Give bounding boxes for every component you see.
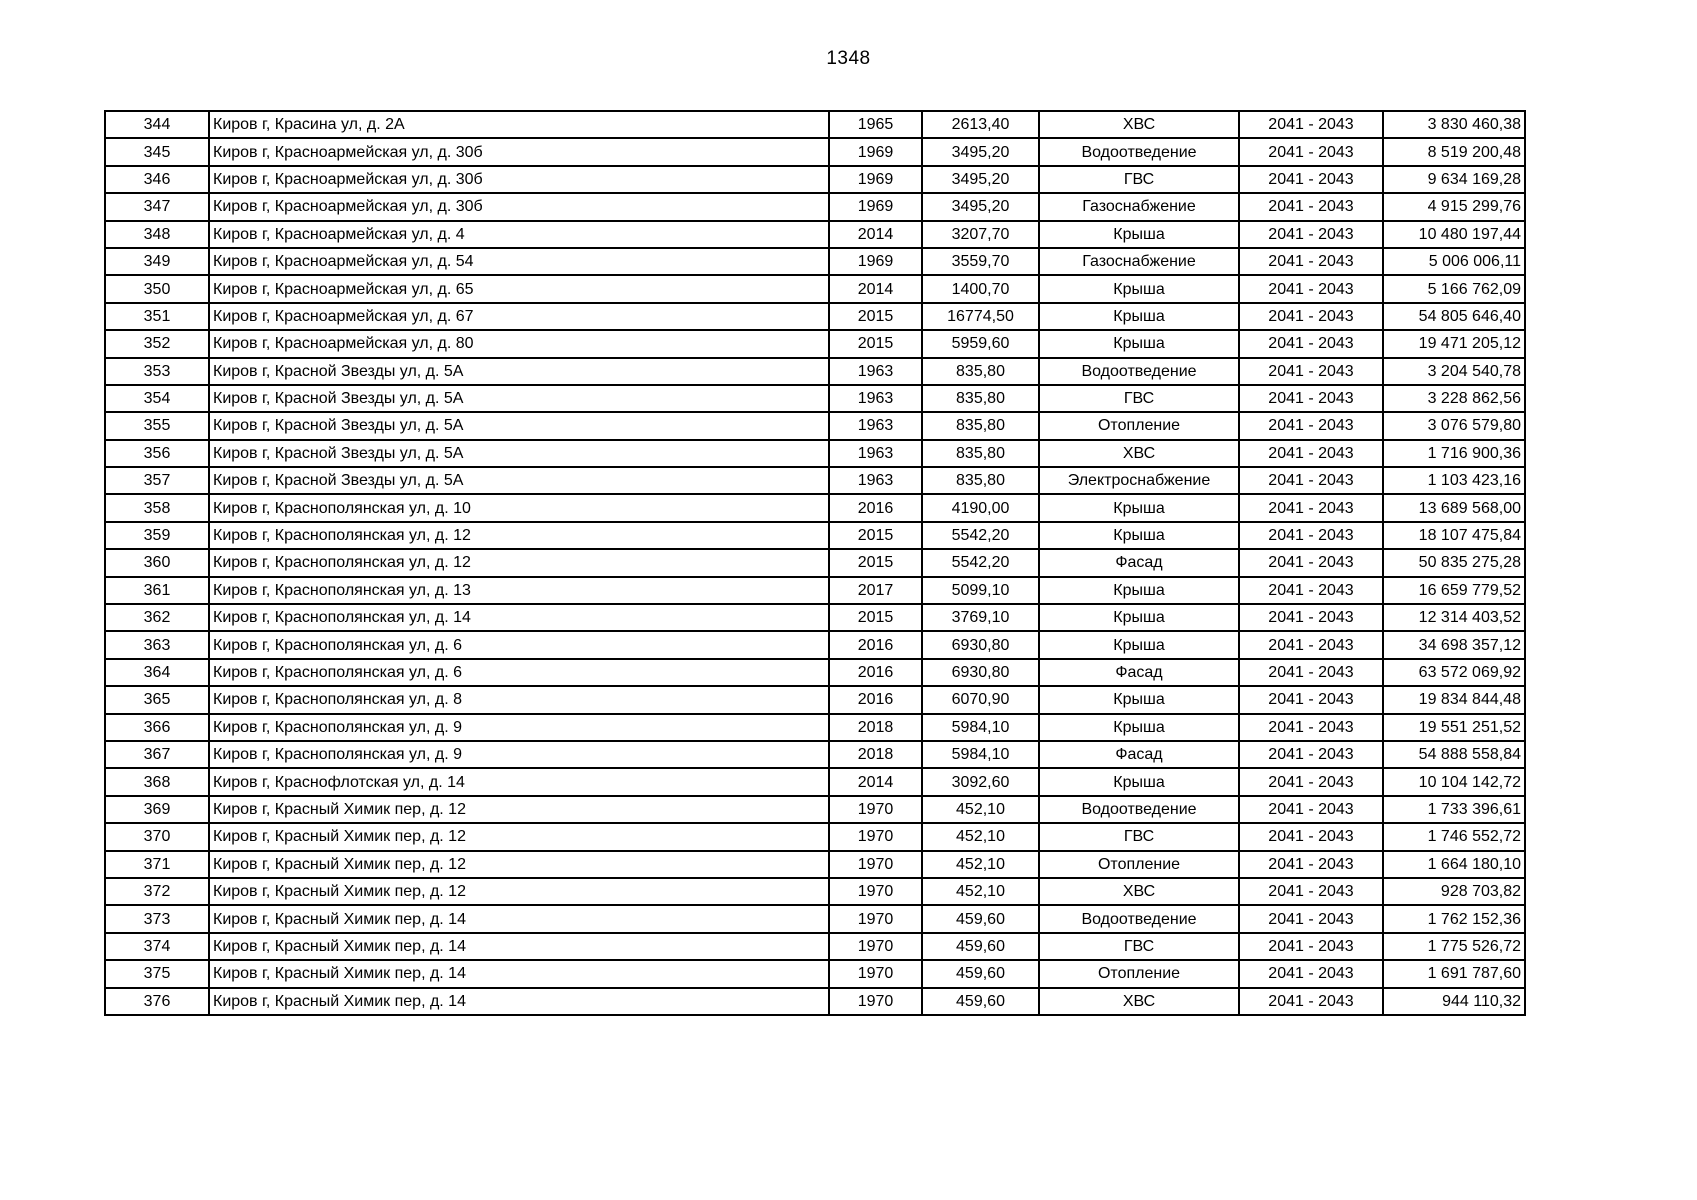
period-cell: 2041 - 2043 (1239, 440, 1383, 467)
row-number-cell: 347 (105, 193, 209, 220)
work-type-cell: Водоотведение (1039, 905, 1239, 932)
work-type-cell: Крыша (1039, 577, 1239, 604)
work-type-cell: ХВС (1039, 988, 1239, 1015)
area-cell: 835,80 (922, 385, 1039, 412)
work-type-cell: Водоотведение (1039, 796, 1239, 823)
table-row (105, 933, 1525, 960)
address-cell: Киров г, Краснополянская ул, д. 10 (209, 494, 829, 521)
area-cell: 16774,50 (922, 303, 1039, 330)
build-year-cell: 2015 (829, 522, 922, 549)
build-year-cell: 2016 (829, 659, 922, 686)
cost-cell: 3 830 460,38 (1383, 111, 1525, 138)
row-number-cell: 364 (105, 659, 209, 686)
cost-cell: 16 659 779,52 (1383, 577, 1525, 604)
table-row (105, 303, 1525, 330)
address-cell: Киров г, Красный Химик пер, д. 12 (209, 796, 829, 823)
row-number-cell: 367 (105, 741, 209, 768)
build-year-cell: 2015 (829, 549, 922, 576)
address-cell: Киров г, Красноармейская ул, д. 54 (209, 248, 829, 275)
area-cell: 1400,70 (922, 275, 1039, 302)
address-cell: Киров г, Красноармейская ул, д. 4 (209, 221, 829, 248)
work-type-cell: ГВС (1039, 933, 1239, 960)
period-cell: 2041 - 2043 (1239, 796, 1383, 823)
cost-cell: 54 888 558,84 (1383, 741, 1525, 768)
area-cell: 4190,00 (922, 494, 1039, 521)
address-cell: Киров г, Краснополянская ул, д. 13 (209, 577, 829, 604)
period-cell: 2041 - 2043 (1239, 248, 1383, 275)
table-row (105, 768, 1525, 795)
build-year-cell: 1970 (829, 988, 922, 1015)
work-type-cell: Газоснабжение (1039, 248, 1239, 275)
area-cell: 835,80 (922, 467, 1039, 494)
row-number-cell: 362 (105, 604, 209, 631)
address-cell: Киров г, Красной Звезды ул, д. 5А (209, 467, 829, 494)
row-number-cell: 361 (105, 577, 209, 604)
table-row (105, 467, 1525, 494)
work-type-cell: Крыша (1039, 604, 1239, 631)
work-type-cell: Крыша (1039, 275, 1239, 302)
period-cell: 2041 - 2043 (1239, 768, 1383, 795)
area-cell: 835,80 (922, 440, 1039, 467)
work-type-cell: Крыша (1039, 768, 1239, 795)
period-cell: 2041 - 2043 (1239, 467, 1383, 494)
table-row (105, 960, 1525, 987)
work-type-cell: Фасад (1039, 741, 1239, 768)
period-cell: 2041 - 2043 (1239, 741, 1383, 768)
build-year-cell: 2015 (829, 303, 922, 330)
row-number-cell: 369 (105, 796, 209, 823)
address-cell: Киров г, Красноармейская ул, д. 30б (209, 193, 829, 220)
row-number-cell: 351 (105, 303, 209, 330)
row-number-cell: 366 (105, 714, 209, 741)
build-year-cell: 2015 (829, 604, 922, 631)
area-cell: 2613,40 (922, 111, 1039, 138)
repair-schedule-table (104, 110, 1526, 1016)
row-number-cell: 348 (105, 221, 209, 248)
area-cell: 3092,60 (922, 768, 1039, 795)
area-cell: 3495,20 (922, 138, 1039, 165)
table-row (105, 851, 1525, 878)
area-cell: 5542,20 (922, 522, 1039, 549)
address-cell: Киров г, Краснополянская ул, д. 9 (209, 714, 829, 741)
area-cell: 459,60 (922, 905, 1039, 932)
cost-cell: 10 480 197,44 (1383, 221, 1525, 248)
area-cell: 5984,10 (922, 741, 1039, 768)
cost-cell: 1 716 900,36 (1383, 440, 1525, 467)
table-row (105, 330, 1525, 357)
work-type-cell: ГВС (1039, 166, 1239, 193)
table-row (105, 412, 1525, 439)
table-row (105, 138, 1525, 165)
cost-cell: 1 746 552,72 (1383, 823, 1525, 850)
work-type-cell: Крыша (1039, 714, 1239, 741)
build-year-cell: 1963 (829, 440, 922, 467)
address-cell: Киров г, Красный Химик пер, д. 14 (209, 988, 829, 1015)
row-number-cell: 375 (105, 960, 209, 987)
table-row (105, 905, 1525, 932)
table-row (105, 741, 1525, 768)
cost-cell: 1 103 423,16 (1383, 467, 1525, 494)
cost-cell: 19 551 251,52 (1383, 714, 1525, 741)
table-row (105, 878, 1525, 905)
cost-cell: 1 691 787,60 (1383, 960, 1525, 987)
work-type-cell: Газоснабжение (1039, 193, 1239, 220)
period-cell: 2041 - 2043 (1239, 823, 1383, 850)
cost-cell: 12 314 403,52 (1383, 604, 1525, 631)
work-type-cell: Фасад (1039, 549, 1239, 576)
area-cell: 5542,20 (922, 549, 1039, 576)
build-year-cell: 2014 (829, 768, 922, 795)
period-cell: 2041 - 2043 (1239, 193, 1383, 220)
area-cell: 3559,70 (922, 248, 1039, 275)
table-row (105, 385, 1525, 412)
build-year-cell: 2018 (829, 714, 922, 741)
table-row (105, 577, 1525, 604)
work-type-cell: ХВС (1039, 111, 1239, 138)
address-cell: Киров г, Красной Звезды ул, д. 5А (209, 358, 829, 385)
row-number-cell: 371 (105, 851, 209, 878)
work-type-cell: Фасад (1039, 659, 1239, 686)
address-cell: Киров г, Краснополянская ул, д. 8 (209, 686, 829, 713)
area-cell: 3495,20 (922, 166, 1039, 193)
row-number-cell: 370 (105, 823, 209, 850)
cost-cell: 50 835 275,28 (1383, 549, 1525, 576)
cost-cell: 3 228 862,56 (1383, 385, 1525, 412)
row-number-cell: 372 (105, 878, 209, 905)
period-cell: 2041 - 2043 (1239, 878, 1383, 905)
address-cell: Киров г, Красной Звезды ул, д. 5А (209, 440, 829, 467)
cost-cell: 944 110,32 (1383, 988, 1525, 1015)
address-cell: Киров г, Краснополянская ул, д. 9 (209, 741, 829, 768)
row-number-cell: 357 (105, 467, 209, 494)
row-number-cell: 360 (105, 549, 209, 576)
area-cell: 3769,10 (922, 604, 1039, 631)
row-number-cell: 358 (105, 494, 209, 521)
address-cell: Киров г, Красноармейская ул, д. 67 (209, 303, 829, 330)
work-type-cell: ХВС (1039, 878, 1239, 905)
cost-cell: 9 634 169,28 (1383, 166, 1525, 193)
work-type-cell: Отопление (1039, 960, 1239, 987)
table-row (105, 988, 1525, 1015)
area-cell: 459,60 (922, 960, 1039, 987)
build-year-cell: 2016 (829, 494, 922, 521)
period-cell: 2041 - 2043 (1239, 385, 1383, 412)
page-number: 1348 (826, 48, 871, 69)
build-year-cell: 2014 (829, 275, 922, 302)
address-cell: Киров г, Краснофлотская ул, д. 14 (209, 768, 829, 795)
row-number-cell: 363 (105, 631, 209, 658)
period-cell: 2041 - 2043 (1239, 166, 1383, 193)
row-number-cell: 352 (105, 330, 209, 357)
area-cell: 459,60 (922, 933, 1039, 960)
build-year-cell: 1970 (829, 960, 922, 987)
cost-cell: 1 775 526,72 (1383, 933, 1525, 960)
period-cell: 2041 - 2043 (1239, 494, 1383, 521)
row-number-cell: 349 (105, 248, 209, 275)
area-cell: 5099,10 (922, 577, 1039, 604)
period-cell: 2041 - 2043 (1239, 604, 1383, 631)
period-cell: 2041 - 2043 (1239, 358, 1383, 385)
cost-cell: 5 166 762,09 (1383, 275, 1525, 302)
address-cell: Киров г, Краснополянская ул, д. 6 (209, 631, 829, 658)
address-cell: Киров г, Краснополянская ул, д. 12 (209, 549, 829, 576)
area-cell: 3495,20 (922, 193, 1039, 220)
address-cell: Киров г, Красноармейская ул, д. 80 (209, 330, 829, 357)
build-year-cell: 1970 (829, 878, 922, 905)
period-cell: 2041 - 2043 (1239, 933, 1383, 960)
work-type-cell: Крыша (1039, 494, 1239, 521)
work-type-cell: ХВС (1039, 440, 1239, 467)
area-cell: 452,10 (922, 796, 1039, 823)
work-type-cell: Отопление (1039, 412, 1239, 439)
build-year-cell: 1963 (829, 467, 922, 494)
address-cell: Киров г, Краснополянская ул, д. 14 (209, 604, 829, 631)
build-year-cell: 1970 (829, 823, 922, 850)
work-type-cell: Электроснабжение (1039, 467, 1239, 494)
build-year-cell: 2016 (829, 631, 922, 658)
period-cell: 2041 - 2043 (1239, 577, 1383, 604)
cost-cell: 34 698 357,12 (1383, 631, 1525, 658)
build-year-cell: 1969 (829, 193, 922, 220)
table-row (105, 686, 1525, 713)
build-year-cell: 1970 (829, 905, 922, 932)
address-cell: Киров г, Красноармейская ул, д. 65 (209, 275, 829, 302)
area-cell: 452,10 (922, 878, 1039, 905)
address-cell: Киров г, Красный Химик пер, д. 12 (209, 878, 829, 905)
area-cell: 5984,10 (922, 714, 1039, 741)
work-type-cell: Крыша (1039, 522, 1239, 549)
area-cell: 5959,60 (922, 330, 1039, 357)
work-type-cell: Крыша (1039, 221, 1239, 248)
table-row (105, 275, 1525, 302)
area-cell: 835,80 (922, 358, 1039, 385)
period-cell: 2041 - 2043 (1239, 330, 1383, 357)
cost-cell: 8 519 200,48 (1383, 138, 1525, 165)
table-row (105, 358, 1525, 385)
table-row (105, 631, 1525, 658)
address-cell: Киров г, Красный Химик пер, д. 14 (209, 933, 829, 960)
build-year-cell: 1970 (829, 933, 922, 960)
build-year-cell: 1970 (829, 796, 922, 823)
work-type-cell: ГВС (1039, 385, 1239, 412)
table-row (105, 659, 1525, 686)
period-cell: 2041 - 2043 (1239, 522, 1383, 549)
address-cell: Киров г, Красноармейская ул, д. 30б (209, 138, 829, 165)
period-cell: 2041 - 2043 (1239, 714, 1383, 741)
work-type-cell: Крыша (1039, 330, 1239, 357)
cost-cell: 3 204 540,78 (1383, 358, 1525, 385)
build-year-cell: 1965 (829, 111, 922, 138)
cost-cell: 10 104 142,72 (1383, 768, 1525, 795)
row-number-cell: 376 (105, 988, 209, 1015)
cost-cell: 19 471 205,12 (1383, 330, 1525, 357)
row-number-cell: 368 (105, 768, 209, 795)
period-cell: 2041 - 2043 (1239, 686, 1383, 713)
row-number-cell: 373 (105, 905, 209, 932)
row-number-cell: 345 (105, 138, 209, 165)
address-cell: Киров г, Красноармейская ул, д. 30б (209, 166, 829, 193)
table-row (105, 823, 1525, 850)
area-cell: 6930,80 (922, 631, 1039, 658)
cost-cell: 5 006 006,11 (1383, 248, 1525, 275)
row-number-cell: 353 (105, 358, 209, 385)
table-row (105, 549, 1525, 576)
address-cell: Киров г, Красина ул, д. 2А (209, 111, 829, 138)
build-year-cell: 1963 (829, 412, 922, 439)
address-cell: Киров г, Красный Химик пер, д. 14 (209, 905, 829, 932)
build-year-cell: 1963 (829, 358, 922, 385)
build-year-cell: 1963 (829, 385, 922, 412)
table-body (105, 111, 1525, 1015)
area-cell: 452,10 (922, 851, 1039, 878)
build-year-cell: 1970 (829, 851, 922, 878)
work-type-cell: Отопление (1039, 851, 1239, 878)
table-row (105, 522, 1525, 549)
period-cell: 2041 - 2043 (1239, 111, 1383, 138)
row-number-cell: 355 (105, 412, 209, 439)
period-cell: 2041 - 2043 (1239, 631, 1383, 658)
period-cell: 2041 - 2043 (1239, 138, 1383, 165)
cost-cell: 18 107 475,84 (1383, 522, 1525, 549)
row-number-cell: 350 (105, 275, 209, 302)
table-row (105, 604, 1525, 631)
period-cell: 2041 - 2043 (1239, 275, 1383, 302)
table-row (105, 193, 1525, 220)
address-cell: Киров г, Красный Химик пер, д. 12 (209, 851, 829, 878)
table-row (105, 166, 1525, 193)
table-row (105, 221, 1525, 248)
address-cell: Киров г, Краснополянская ул, д. 12 (209, 522, 829, 549)
cost-cell: 3 076 579,80 (1383, 412, 1525, 439)
address-cell: Киров г, Красный Химик пер, д. 12 (209, 823, 829, 850)
period-cell: 2041 - 2043 (1239, 905, 1383, 932)
build-year-cell: 1969 (829, 138, 922, 165)
address-cell: Киров г, Красной Звезды ул, д. 5А (209, 412, 829, 439)
period-cell: 2041 - 2043 (1239, 221, 1383, 248)
table-row (105, 248, 1525, 275)
work-type-cell: Водоотведение (1039, 358, 1239, 385)
build-year-cell: 2014 (829, 221, 922, 248)
row-number-cell: 344 (105, 111, 209, 138)
work-type-cell: Крыша (1039, 303, 1239, 330)
cost-cell: 19 834 844,48 (1383, 686, 1525, 713)
period-cell: 2041 - 2043 (1239, 412, 1383, 439)
build-year-cell: 2016 (829, 686, 922, 713)
area-cell: 452,10 (922, 823, 1039, 850)
table-row (105, 494, 1525, 521)
address-cell: Киров г, Красной Звезды ул, д. 5А (209, 385, 829, 412)
period-cell: 2041 - 2043 (1239, 988, 1383, 1015)
cost-cell: 1 762 152,36 (1383, 905, 1525, 932)
period-cell: 2041 - 2043 (1239, 960, 1383, 987)
period-cell: 2041 - 2043 (1239, 549, 1383, 576)
row-number-cell: 359 (105, 522, 209, 549)
work-type-cell: Крыша (1039, 631, 1239, 658)
cost-cell: 1 733 396,61 (1383, 796, 1525, 823)
cost-cell: 63 572 069,92 (1383, 659, 1525, 686)
row-number-cell: 365 (105, 686, 209, 713)
address-cell: Киров г, Краснополянская ул, д. 6 (209, 659, 829, 686)
cost-cell: 928 703,82 (1383, 878, 1525, 905)
area-cell: 6070,90 (922, 686, 1039, 713)
period-cell: 2041 - 2043 (1239, 851, 1383, 878)
table-row (105, 714, 1525, 741)
address-cell: Киров г, Красный Химик пер, д. 14 (209, 960, 829, 987)
period-cell: 2041 - 2043 (1239, 659, 1383, 686)
area-cell: 459,60 (922, 988, 1039, 1015)
work-type-cell: ГВС (1039, 823, 1239, 850)
build-year-cell: 1969 (829, 166, 922, 193)
build-year-cell: 2015 (829, 330, 922, 357)
period-cell: 2041 - 2043 (1239, 303, 1383, 330)
build-year-cell: 2018 (829, 741, 922, 768)
build-year-cell: 1969 (829, 248, 922, 275)
area-cell: 6930,80 (922, 659, 1039, 686)
cost-cell: 54 805 646,40 (1383, 303, 1525, 330)
row-number-cell: 374 (105, 933, 209, 960)
cost-cell: 13 689 568,00 (1383, 494, 1525, 521)
table-row (105, 440, 1525, 467)
work-type-cell: Водоотведение (1039, 138, 1239, 165)
area-cell: 835,80 (922, 412, 1039, 439)
table-row (105, 111, 1525, 138)
work-type-cell: Крыша (1039, 686, 1239, 713)
row-number-cell: 354 (105, 385, 209, 412)
build-year-cell: 2017 (829, 577, 922, 604)
cost-cell: 4 915 299,76 (1383, 193, 1525, 220)
cost-cell: 1 664 180,10 (1383, 851, 1525, 878)
table-row (105, 796, 1525, 823)
area-cell: 3207,70 (922, 221, 1039, 248)
row-number-cell: 346 (105, 166, 209, 193)
row-number-cell: 356 (105, 440, 209, 467)
